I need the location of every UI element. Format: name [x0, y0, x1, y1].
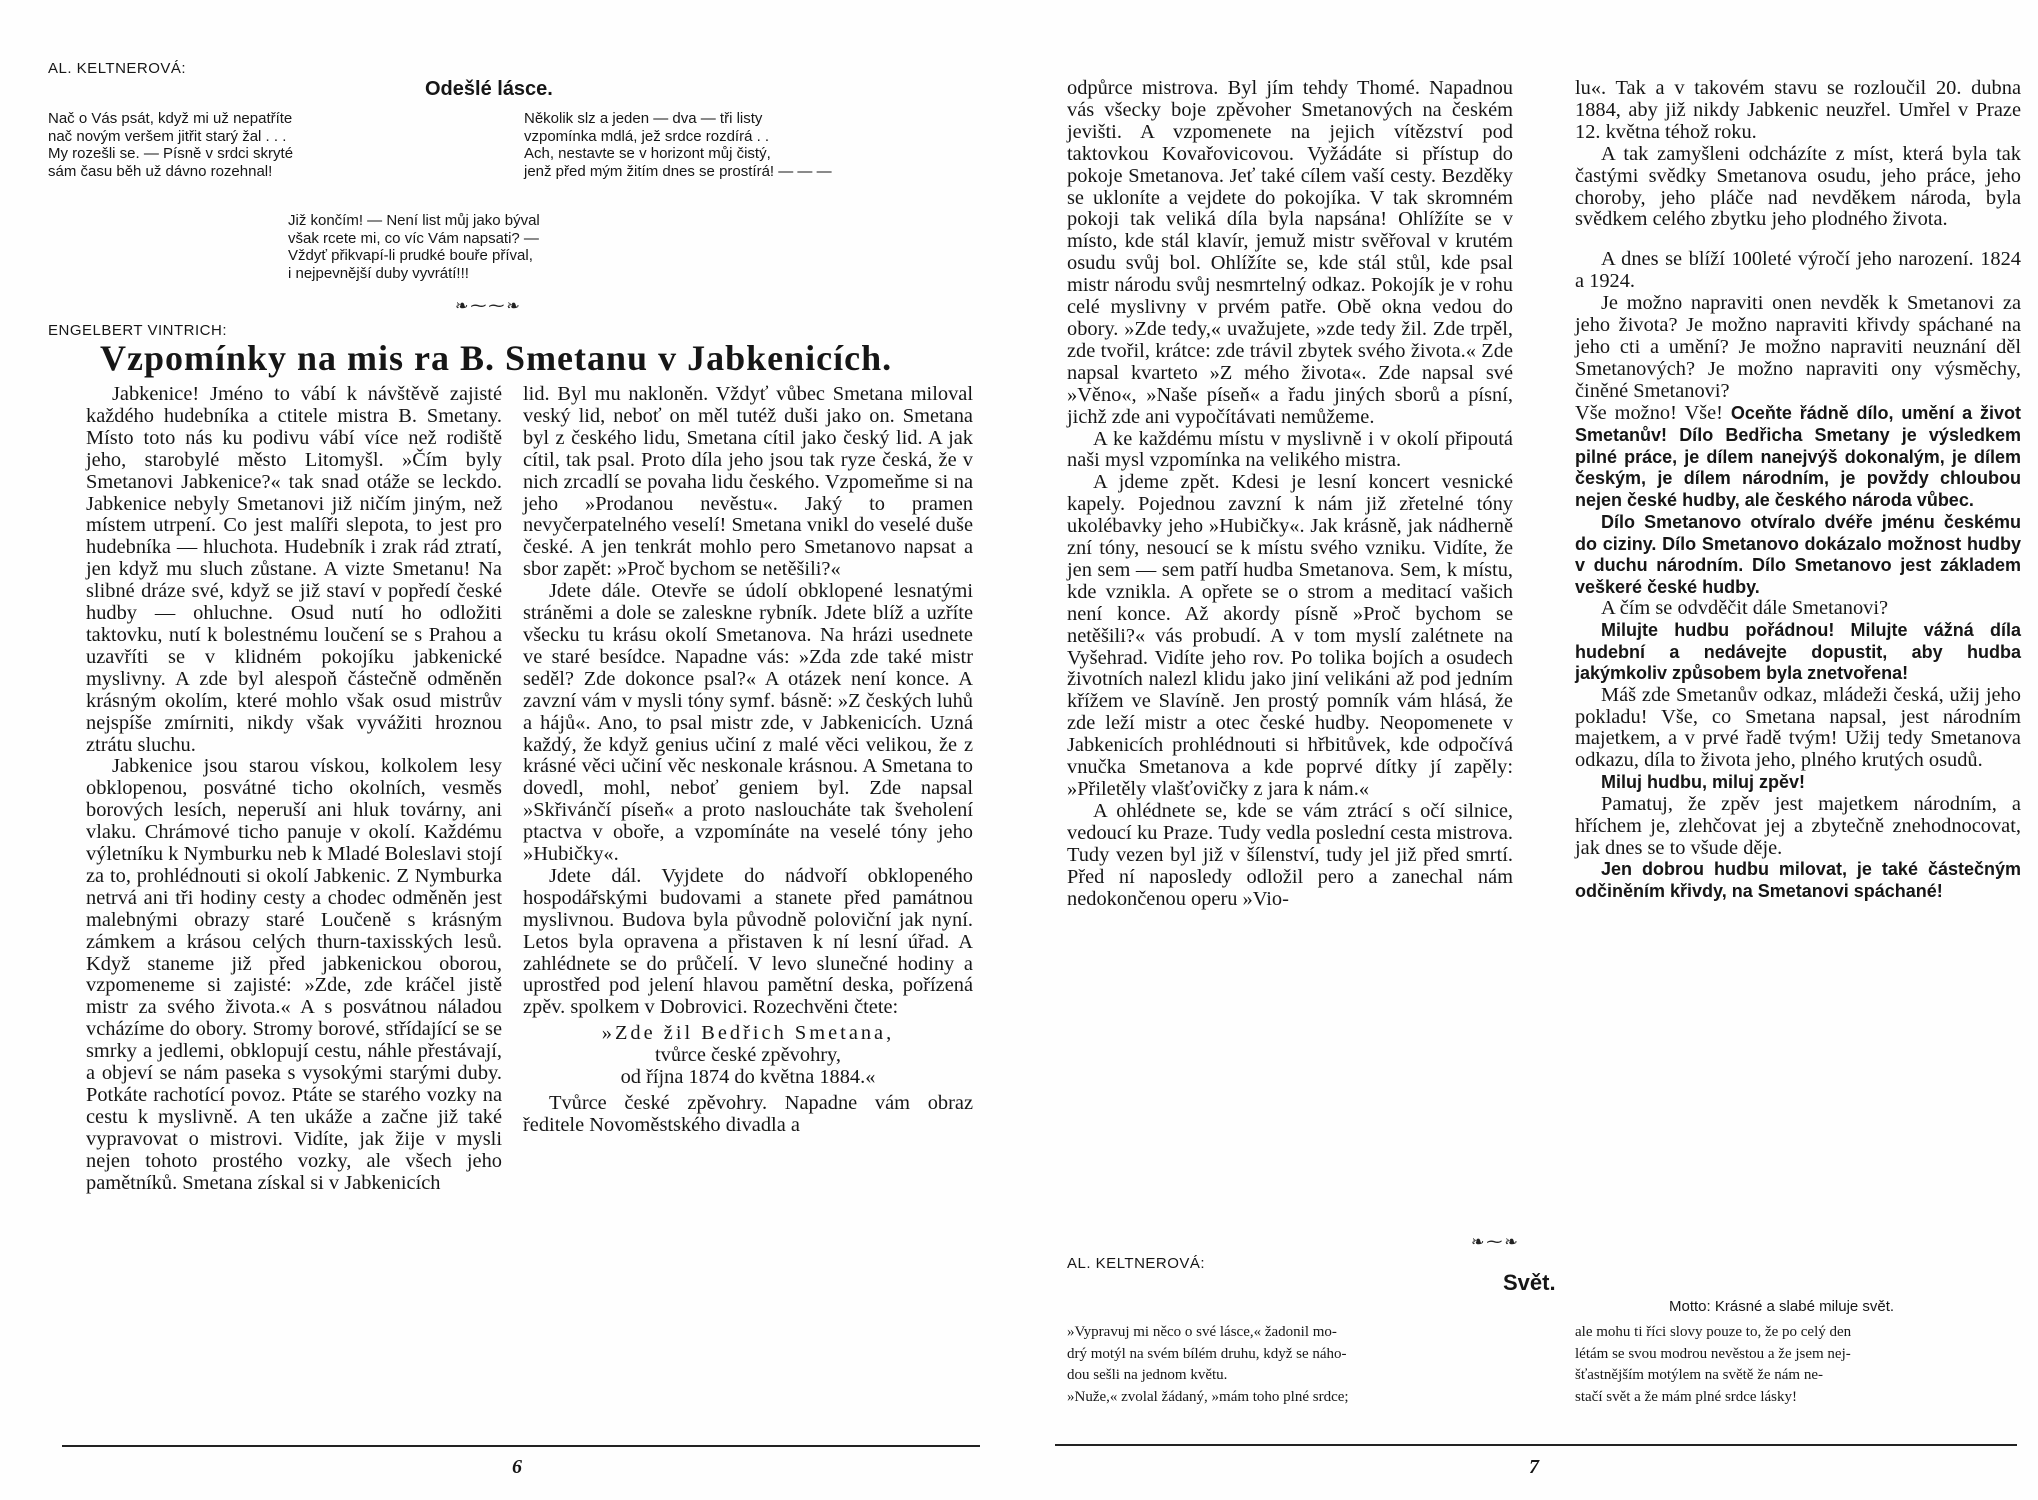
- ornament-divider: ❧⁓❧: [1471, 1234, 1520, 1251]
- poem2-motto: Motto: Krásné a slabé miluje svět.: [1669, 1298, 1895, 1315]
- paragraph: Vše možno! Vše!: [1575, 401, 1723, 424]
- paragraph: Jdete dál. Vyjdete do nádvoří obklopeného hospodářskými budovami a stanete před památnou myslivnou. Budova byla původně poloviční jak nyní. Letos byla opravena a přistaven k ní lesní úřad. A zahlédnete se do průčelí. V levo slunečné hodiny a uprostřed pod jelení hlavou pamětní deska, pořízená zpěv. spolkem v Dobrovici. Rozechvěni čtete:: [523, 864, 973, 1019]
- paragraph: Jdete dále. Otevře se údolí obklopené lesnatými stráněmi a dole se zaleskne rybník. Jdete blíž a uzříte všecku tu krásu okolí Smetanova. Na hrázi usednete ve staré besídce. Napadne vás: »Zda zde také mistr seděl? Zde dokonce psal?« A otázek není konce. A zavzní vám v mysli tóny symf. básně: »Z českých luhů a hájů«. Ano, to psal mistr zde, v Jabkenicích. Uzná každý, že když genius učiní z malé věci velikou, že z krásné věci učiní věc neskonale krásnou. A Smetana to dovedl, mohl, neboť geniem byl. Zde napsal »Skřivánčí píseň« a proto nasloucháte tak šveholení ptactva v oboře, a vzpomínáte na veselé tóny jeho »Hubičky«.: [523, 580, 973, 866]
- emphasis-text: Oceňte řádně dílo, umění a život Smetanův! Dílo Bedřicha Smetany je výsledkem pilné práce, je dílem nanejvýš dokonalým, je dílem českým, je dílem národním, je povždy chloubou nejen české hudby, ale českého národa vůbec.: [1575, 402, 2021, 511]
- poem-line: však rcete mi, co víc Vám napsati? —: [288, 229, 539, 247]
- article-author: ENGELBERT VINTRICH:: [48, 322, 227, 339]
- poem1-author: AL. KELTNEROVÁ:: [48, 60, 187, 77]
- poem-line: i nejpevnější duby vyvrátí!!!: [288, 264, 469, 282]
- text-line: »Nuže,« zvolal žádaný, »mám toho plné srdce;: [1067, 1388, 1349, 1405]
- paragraph: A ke každému místu v myslivně i v okolí připoutá naši mysl vzpomínka na velikého mistra.: [1067, 427, 1513, 472]
- paragraph: A ohlédnete se, kde se vám ztrácí s očí silnice, vedoucí ku Praze. Tudy vedla poslední cesta mistrova. Tudy vezen byl již v šílenství, tudy jel již před smrtí. Před ní naposledy odložil pero a zanechal nám nedokončenou operu »Vio-: [1067, 799, 1513, 910]
- poem1-stanza-left: [48, 110, 293, 180]
- paragraph: Máš zde Smetanův odkaz, mládeži česká, užij jeho pokladu! Vše, co Smetana napsal, jest národním majetkem, a v prvé řadě tvým! Užij tedy Smetanova odkazu, díla to života jeho, plného krutých osudů.: [1575, 683, 2021, 772]
- inscription-line: tvůrce české zpěvohry,: [654, 1044, 842, 1067]
- paragraph: Jabkenice jsou starou vískou, kolkolem lesy obklopenou, posvátné ticho okolních, vesměs borových lesích, neperuší ani hluk továrny, ani vlaku. Chrámové ticho panuje v okolí. Každému výletníku k Nymburku neb k Mladé Boleslavi stojí za to, prohlédnouti si okolí Jabkenic. Z Nymburka netrvá ani tři hodiny cesty a chodec odměněn jest malebnými obrazy staré Loučeně s krásným zámkem a krásou celých thurn-taxisských lesů. Když staneme již před jabkenickou oborou, vzpomeneme si zajisté: »Zde, zde kráčel jistě mistr za svého života.« A s posvátnou náladou vcházíme do obory. Stromy borové, střídající se se smrky a jedlemi, obklopují cestu, náhle přestávají, a objeví se nám paseka s vysokými starými duby. Potkáte rachotící povoz. Ptáte se starého vozky na cestu k myslivně. A ten ukáže a začne již také vypravovat o mistrovi. Vidíte, jak žije v mysli nejen tohoto prostého vozky, ale všech jeho pamětníků. Smetana získal si v Jabkenicích: [86, 755, 502, 1194]
- article-column-3: [1067, 78, 1513, 910]
- text-line: stačí svět a že mám plné srdce lásky!: [1575, 1388, 1797, 1405]
- poem1-title: Odešlé lásce.: [425, 78, 553, 100]
- paragraph: A tak zamyšleni odcházíte z míst, která byla tak častými svědky Smetanova osudu, jeho práce, jeho choroby, jeho pláče nad nevděkem národa, byla svědkem celého zbytku jeho plodného života.: [1575, 142, 2021, 231]
- ornament-divider: ❧⁓⁓❧: [455, 298, 522, 315]
- paragraph: odpůrce mistrova. Byl jím tehdy Thomé. Napadnou vás všecky boje zpěvoher Smetanových na českém jevišti. A vzpomenete na jejich vítězství pod taktovkou Kovařovicovou. Vyžádáte si přístup do pokoje Smetanova. Jeť také cílem vaší cesty. Bezděky se ukloníte a vejdete do pokojíka. V tak skromném pokoji tak veliká díla byla napsána! Ohlížíte se v místo, kde stál klavír, jemuž mistr svěřoval v krutém osudu svůj bol. Ohlížíte se, kde stál stůl, kde psal mistr národu svůj nesmrtelný odkaz. Pokojík je v rohu celé myslivny v prvém patře. Obě okna vedou do obory. »Zde tedy,« uvažujete, »zde tedy žil. Zde trpěl, zde tvořil, krátce: zde trávil zbytek svého života.« Zde napsal kvarteto »Z mého života«. Zde napsal své »Věno«, »Naše píseň« a řadu jiných sborů a písní, jichž zde ani vypočítávati nemůžeme.: [1067, 77, 1513, 428]
- text-line: šťastnějším motýlem na světě že nám ne-: [1575, 1367, 1824, 1383]
- inscription-line: od října 1874 do května 1884.«: [620, 1066, 876, 1089]
- poem-line: Ach, nestavte se v horizont můj čistý,: [524, 145, 771, 162]
- poem2-author: AL. KELTNEROVÁ:: [1067, 1255, 1206, 1272]
- memorial-inscription: [523, 1023, 973, 1089]
- emphasis-text: Milujte hudbu pořádnou! Milujte vážná díla hudební a nedávejte dopustit, aby hudba jakýmkoliv způsobem byla znetvořena!: [1575, 620, 2021, 684]
- poem-line: Několik slz a jeden — dva — tři listy: [524, 110, 763, 127]
- article-column-2: [523, 384, 973, 1137]
- right-page: [1019, 0, 2038, 1500]
- poem-line: sám času běh už dávno rozehnal!: [48, 162, 273, 180]
- article-column-4: [1575, 78, 2021, 902]
- article-title: Vzpomínky na mis ra B. Smetanu v Jabkenicích.: [100, 338, 893, 378]
- text-line: létám se svou modrou nevěstou a že jsem nej-: [1575, 1345, 1851, 1362]
- paragraph: Jabkenice! Jméno to vábí k návštěvě zajisté každého hudebníka a ctitele mistra B. Smetany. Místo toto nás ku podivu vábí více než rodiště jeho, starobylé město Litomyšl. »Čím byly Smetanovi Jabkenice?« tak snad otáže se leckdo. Jabkenice nebyly Smetanovi již ničím jiným, než místem utrpení. Co jest malíři slepota, to jest pro hudebníka — hluchota. Hudebník i zrak rád ztratí, jen když mu sluch zůstane. A vizte Smetanu! Na slibné dráze své, když se již staví v popředí české hudby — ohluchne. Osud nutí ho odložiti taktovku, nutí k bolestnému loučení se s Prahou a uzavříti se v klidném pokojíku jabkenické myslivny. A zde byl alespoň částečně odměněn krásným okolím, které mohlo však osud mistrův nejspíše zmírniti, nikdy však vyvážiti hroznou ztrátu sluchu.: [86, 383, 502, 756]
- poem1-stanza-center: [288, 212, 540, 282]
- paragraph: A dnes se blíží 100leté výročí jeho narození. 1824 a 1924.: [1575, 248, 2021, 293]
- poem1-stanza-right: [524, 110, 832, 180]
- paragraph: A jdeme zpět. Kdesi je lesní koncert vesnické kapely. Pojednou zavzní k nám již zřetelné tóny ukolébavky jeho »Hubičky«. Jak krásně, jak nádherně zní tóny, nesoucí se k místu svého vzniku. Vidíte, že jen sem — sem patří hudba Smetanova. Sem, k místu, kde vznikla. A opřete se o strom a meditací vašich není konce. Až akordy písně »Proč bychom se netěšili?« vás probudí. A v tom myslí zalétnete na Vyšehrad. Vidíte jeho rov. Po tolika bojích a osudech životních nalezl klidu jako jiní velikáni až pod jedním křížem ve Slavíně. Jen prostý pomník vám hlásá, že zde leží mistr a otec české hudby. Neopomenete v Jabkenicích prohlédnouti si hřbitůvek, kde odpočívá vnučka Smetanova a kde poprvé dítky jí zapěly: »Přiletěly vlašťovičky z jara k nám.«: [1067, 471, 1513, 800]
- emphasis-text: Jen dobrou hudbu milovat, je také částečným odčiněním křivdy, na Smetanovi spáchané!: [1575, 859, 2021, 901]
- page-rule: [62, 1445, 980, 1447]
- article-column-1: [86, 384, 502, 1195]
- poem-line: Vždyť přikvapí-li prudké bouře příval,: [288, 247, 533, 264]
- paragraph: Je možno napraviti onen nevděk k Smetanovi za jeho života? Je možno napraviti křivdy spáchané na jeho cti a umění? Je možno napraviti neuznání děl Smetanových? Je možno napraviti ony výsměchy, činěné Smetanovi?: [1575, 292, 2021, 402]
- text-line: ale mohu ti říci slovy pouze to, že po celý den: [1575, 1324, 1852, 1340]
- emphasis-text: Miluj hudbu, miluj zpěv!: [1601, 772, 1805, 793]
- paragraph: Tvůrce české zpěvohry. Napadne vám obraz ředitele Novoměstského divadla a: [523, 1092, 973, 1136]
- paragraph: lu«. Tak a v takovém stavu se rozloučil 20. dubna 1884, aby již nikdy Jabkenic neuzřel. Umřel v Praze 12. května téhož roku.: [1575, 77, 2021, 143]
- emphasis-text: Dílo Smetanovo otvíralo dvéře jménu českému do ciziny. Dílo Smetanovo dokázalo možnost hudby v duchu národním. Dílo Smetanovo jest základem veškeré české hudby.: [1575, 512, 2021, 597]
- poem-line: Nač o Vás psát, když mi už nepatříte: [48, 110, 293, 127]
- poem-line: My rozešli se. — Písně v srdci skryté: [48, 145, 294, 162]
- poem-line: Již končím! — Není list můj jako býval: [288, 212, 540, 229]
- poem-line: nač novým veršem jitřit starý žal . . .: [48, 127, 287, 145]
- page-number: 6: [512, 1456, 522, 1478]
- page-rule: [1055, 1444, 2017, 1446]
- inscription-line: »Zde žil Bedřich Smetana,: [601, 1022, 895, 1045]
- text-line: »Vypravuj mi něco o své lásce,« žadonil mo-: [1067, 1324, 1337, 1340]
- paragraph: lid. Byl mu nakloněn. Vždyť vůbec Smetana miloval veský lid, neboť on měl tutéž duši jako on. Smetana byl z českého lidu, Smetana cítil jako český lid. A jak cítil, tak psal. Proto díla jeho jsou tak ryze česká, že v nich zrcadlí se povaha lidu českého. Vzpomeňme si na jeho »Prodanou nevěstu«. Jaký to pramen nevyčerpatelného veselí! Smetana vnikl do veselé duše české. A jen tenkrát mohlo pero Smetanovo napsat a sbor zapět: »Proč bychom se netěšili?«: [523, 383, 973, 581]
- poem2-text-left: [1067, 1322, 1517, 1408]
- paragraph: A čím se odvděčit dále Smetanovi?: [1601, 597, 1889, 620]
- paragraph: Pamatuj, že zpěv jest majetkem národním, a hříchem je, zlehčovat jej a zbytečně znehodnocovat, jak dnes se to všude děje.: [1575, 792, 2021, 859]
- page-number: 7: [1529, 1456, 1539, 1478]
- poem2-title: Svět.: [1503, 1270, 1556, 1295]
- poem2-text-right: [1575, 1322, 2025, 1408]
- poem-line: vzpomínka mdlá, jež srdce rozdírá . .: [524, 127, 770, 145]
- text-line: drý motýl na svém bílém druhu, když se náho-: [1067, 1345, 1347, 1362]
- text-line: dou sešli na jednom květu.: [1067, 1367, 1228, 1383]
- poem-line: jenž před mým žitím dnes se prostírá! — — —: [524, 162, 832, 180]
